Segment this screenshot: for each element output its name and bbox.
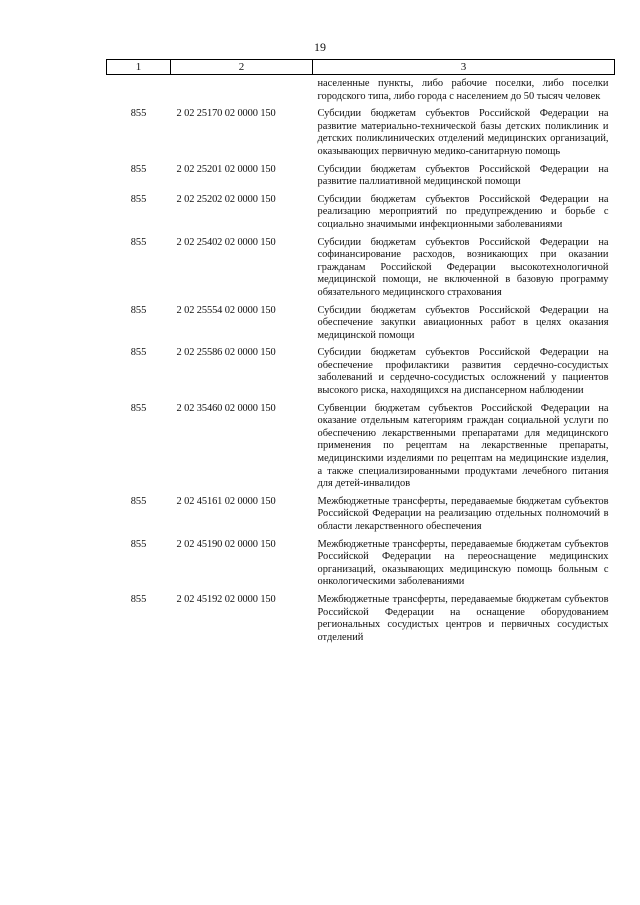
income-name-cell: Субсидии бюджетам субъектов Российской Федерации на развитие материально-технической базы детских поликлиник и детских поликлинических отделений медицинских организаций, оказывающих первичную медико-санитарную помощь — [317, 108, 609, 157]
income-name-cell: Межбюджетные трансферты, передаваемые бюджетам субъектов Российской Федерации на переоснащение медицинских организаций, оказывающих медицинскую помощь больным с онкологическими заболеваниями — [317, 538, 609, 588]
budget-code-cell: 2 02 25202 02 0000 150 — [176, 193, 276, 205]
table-row — [107, 589, 615, 644]
admin-code-cell: 855 — [130, 593, 147, 605]
budget-code-cell: 2 02 45190 02 0000 150 — [176, 538, 276, 550]
admin-code-cell: 855 — [130, 163, 147, 175]
admin-code-cell: 855 — [130, 402, 147, 414]
column-header-1: 1 — [107, 60, 171, 75]
continuation-row — [107, 75, 615, 104]
admin-code-cell: 855 — [130, 347, 147, 359]
budget-code-cell: 2 02 45161 02 0000 150 — [176, 495, 276, 507]
table-header — [107, 60, 615, 75]
budget-code-cell: 2 02 25201 02 0000 150 — [176, 163, 276, 175]
budget-code-cell: 2 02 35460 02 0000 150 — [176, 402, 276, 414]
column-header-3: 3 — [313, 60, 615, 75]
income-name-cell: Межбюджетные трансферты, передаваемые бюджетам субъектов Российской Федерации на реализацию отдельных полномочий в области лекарственного обеспечения — [317, 495, 609, 532]
table-row — [107, 232, 615, 300]
admin-code-cell: 855 — [130, 236, 147, 248]
admin-code-cell: 855 — [130, 193, 147, 205]
table-row — [107, 398, 615, 491]
table-row — [107, 491, 615, 534]
income-name-cell: Межбюджетные трансферты, передаваемые бюджетам субъектов Российской Федерации на оснащение оборудованием региональных сосудистых центров и первичных сосудистых отделений — [317, 593, 609, 643]
budget-code-table — [106, 59, 615, 644]
admin-code-cell: 855 — [130, 495, 147, 507]
table-row — [107, 103, 615, 158]
income-name-cell: Субсидии бюджетам субъектов Российской Федерации на реализацию мероприятий по предупреждению и борьбе с социально значимыми инфекционными заболеваниями — [317, 193, 609, 230]
income-name-cell: Субсидии бюджетам субъектов Российской Федерации на обеспечение закупки авиационных работ в целях оказания медицинской помощи — [317, 304, 609, 341]
budget-code-cell: 2 02 25402 02 0000 150 — [176, 236, 276, 248]
budget-code-cell: 2 02 25170 02 0000 150 — [176, 108, 276, 120]
admin-code-cell: 855 — [130, 304, 147, 316]
table-row — [107, 159, 615, 189]
table-row — [107, 300, 615, 343]
admin-code-cell: 855 — [130, 108, 147, 120]
income-name-cell: Субвенции бюджетам субъектов Российской Федерации на оказание отдельным категориям граждан социальной услуги по обеспечению лекарственными препаратами для медицинского применения по рецептам на лекарственные препараты, медицинскими изделиями по рецептам на медицинские изделия, а также специализированными продуктами лечебного питания для детей-инвалидов — [317, 402, 609, 490]
income-name-cell: Субсидии бюджетам субъектов Российской Федерации на обеспечение профилактики развития сердечно-сосудистых заболеваний и сердечно-сосудистых осложнений у пациентов высокого риска, находящихся на диспансерном наблюдении — [317, 347, 609, 397]
budget-code-cell: 2 02 45192 02 0000 150 — [176, 593, 276, 605]
page-number: 19 — [314, 40, 326, 54]
continuation-text: населенные пункты, либо рабочие поселки, либо поселки городского типа, либо города с населением до 50 тысяч человек — [317, 78, 609, 102]
budget-code-cell: 2 02 25554 02 0000 150 — [176, 304, 276, 316]
table-row — [107, 534, 615, 589]
admin-code-cell: 855 — [130, 538, 147, 550]
income-name-cell: Субсидии бюджетам субъектов Российской Федерации на софинансирование расходов, возникающих при оказании гражданам Российской Федерации высокотехнологичной медицинской помощи, не включенной в базовую программу обязательного медицинского страхования — [317, 236, 609, 298]
income-name-cell: Субсидии бюджетам субъектов Российской Федерации на развитие паллиативной медицинской помощи — [317, 163, 609, 188]
table-row — [107, 342, 615, 397]
budget-code-cell: 2 02 25586 02 0000 150 — [176, 347, 276, 359]
column-header-2: 2 — [171, 60, 313, 75]
table-row — [107, 189, 615, 232]
